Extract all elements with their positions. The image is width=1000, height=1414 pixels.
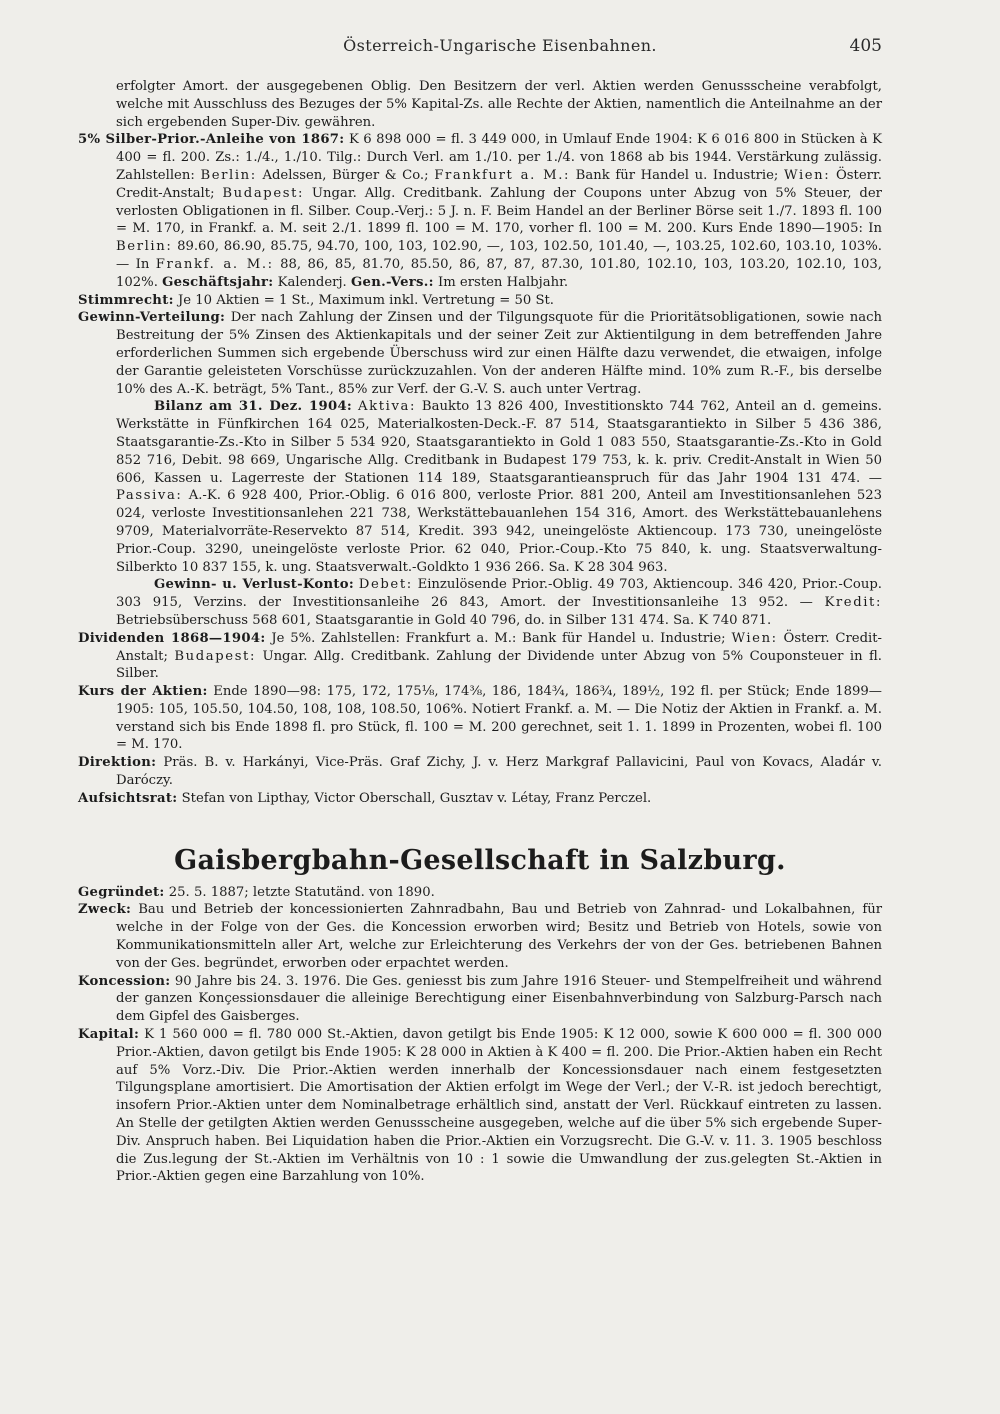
label-gegruendet: Gegründet: (78, 884, 165, 900)
aufsichtsrat-text: Stefan von Lipthay, Victor Oberschall, Gusztav v. Létay, Franz Perczel. (181, 790, 652, 806)
kapital-text: K 1 560 000 = fl. 780 000 St.-Aktien, davon getilgt bis Ende 1905: K 12 000, sowie K 600 000 = fl. 300 000 Prior.-Aktien, davon getilgt bis Ende 1905: K 28 000 in Aktien à K 400 = fl. 200. Die Prior.-Aktien haben ein Recht auf 5% Vorz.-Div. Die Prior.-Aktien werden innerhalb der Koncessionsdauer nach einem festgesetzten Tilgungsplane amortisiert. Die Amortisation der Aktien erfolgt im Wege der Verl.; der V.-R. ist jedoch berechtigt, insofern Prior.-Aktien unter dem Nominalbetrage erhältlich sind, anstatt der Verl. Rückkauf eintreten zu lassen. An Stelle der getilgten Aktien werden Genussscheine ausgegeben, welche auf die über 5% sich ergebende Super-Div. Anspruch haben. Bei Liquidation haben die Prior.-Aktien ein Vorzugsrecht. Die G.-V. v. 11. 3. 1905 beschloss die Zus.legung der St.-Aktien im Verhältnis von 10 : 1 sowie die Umwandlung der zus.gelegten St.-Aktien in Prior.-Aktien gegen eine Barzahlung von 10%. (116, 1027, 882, 1185)
label-kurs-berlin: Berlin: (116, 239, 173, 255)
paragraph-gewinn-verlust-konto (78, 576, 882, 629)
paragraph-aufsichtsrat (78, 790, 882, 808)
label-kredit: Kredit: (824, 595, 882, 611)
label-aktiva: Aktiva: (358, 399, 417, 415)
label-kurs-der-aktien: Kurs der Aktien: (78, 684, 208, 700)
label-koncession: Koncession: (78, 973, 171, 989)
anleihe-text-7: 88, 86, 85, 81.70, 85.50, 86, 87, 87, 87.30, 101.80, 102.10, 103, 103.20, 102.10, 103, 102%. (116, 256, 882, 290)
label-gewinn-verteilung: Gewinn-Verteilung: (78, 310, 226, 326)
paragraph-koncession (78, 973, 882, 1026)
label-budapest: Budapest: (222, 185, 305, 201)
page-number: 405 (849, 36, 882, 56)
label-div-wien: Wien: (731, 630, 778, 646)
label-direktion: Direktion: (78, 755, 157, 771)
label-aufsichtsrat: Aufsichtsrat: (78, 790, 178, 806)
label-wien: Wien: (784, 167, 831, 183)
label-gewinn-verlust-konto: Gewinn- u. Verlust-Konto: (154, 577, 354, 593)
passiva-text: A.-K. 6 928 400, Prior.-Oblig. 6 016 800, verloste Prior. 881 200, Anteil am Investitionsanlehen 523 024, verloste Investitionsanlehen 221 738, Werkstättebauanlehen 154 316, Amort. des Werkstättebauanlehens 9709, Materialvorräte-Reservekto 87 514, Kredit. 393 942, uneingelöste Aktiencoup. 173 730, uneingelöste Prior.-Coup. 3290, uneingelöste verloste Prior. 62 040, Prior.-Coup.-Kto 75 840, k. ung. Staatsverwaltung-Silberkto 10 837 155, k. ung. Staatsverwalt.-Goldkto 1 936 266. Sa. K 28 304 963. (116, 488, 882, 575)
paragraph-direktion (78, 754, 882, 790)
paragraph-gegruendet (78, 884, 882, 902)
kurs-text: Ende 1890—98: 175, 172, 175⅛, 174⅜, 186, 184¾, 186¾, 189½, 192 fl. per Stück; Ende 1899—1905: 105, 105.50, 104.50, 108, 108, 108.50, 106%. Notiert Frankf. a. M. — Die Notiz der Aktien in Frankf. a. M. verstand sich bis Ende 1898 fl. pro Stück, fl. 100 = M. 200 gerechnet, seit 1. 1. 1899 in Prozenten, wobei fl. 100 = M. 170. (116, 684, 882, 753)
label-berlin: Berlin: (200, 167, 257, 183)
paragraph-kapital (78, 1026, 882, 1186)
header-title: Österreich-Ungarische Eisenbahnen. (343, 36, 657, 55)
paragraph-zweck (78, 901, 882, 972)
label-frankfurt: Frankfurt a. M.: (434, 167, 571, 183)
geschaeftsjahr-text: Kalenderj. (277, 274, 347, 290)
dividenden-text-2: Österr. Credit-Anstalt; (116, 630, 883, 664)
label-gen-vers: Gen.-Vers.: (350, 274, 434, 290)
running-header (0, 36, 1000, 60)
anleihe-text-3: Bank für Handel u. Industrie; (575, 167, 779, 183)
label-div-budapest: Budapest: (174, 648, 257, 664)
paragraph-bilanz (78, 398, 882, 576)
label-silber-prior-anleihe: 5% Silber-Prior.-Anleihe von 1867: (78, 132, 345, 148)
anleihe-text-1: K 6 898 000 = fl. 3 449 000, in Umlauf Ende 1904: K 6 016 800 in Stücken à K 400 = fl. 200. Zs.: 1./4., 1./10. Tilg.: Durch Verl. am 1./10. per 1./4. von 1868 ab bis 1944. Verstärkung zulässig. Zahlstellen: (116, 132, 882, 183)
label-kurs-frankfurt: Frankf. a. M.: (155, 256, 274, 272)
anleihe-text-2: Adelssen, Bürger & Co.; (262, 167, 429, 183)
bilanz-text: Baukto 13 826 400, Investitionskto 744 762, Anteil an d. gemeins. Werkstätte in Fünfkirchen 164 025, Materialkosten-Deck.-F. 87 514, Staatsgarantiekto in Silber 5 436 386, Staatsgarantie-Zs.-Kto in Silber 5 534 920, Staatsgarantiekto in Gold 1 083 550, Staatsgarantie-Zs.-Kto in Gold 852 716, Debit. 98 669, Ungarische Allg. Creditbank in Budapest 179 753, k. k. priv. Credit-Anstalt in Wien 50 606, Kassen u. Lagerreste der Stationen 114 189, Staatsgarantieanspruch für das Jahr 1904 131 474. — (116, 399, 882, 486)
anleihe-text-4: Österr. Credit-Anstalt; (116, 167, 882, 201)
dividenden-text-1: Je 5%. Zahlstellen: Frankfurt a. M.: Bank für Handel u. Industrie; (271, 630, 726, 646)
label-debet: Debet: (358, 577, 413, 593)
dividenden-text-3: Ungar. Allg. Creditbank. Zahlung der Dividende unter Abzug von 5% Couponsteuer in fl. Silber. (116, 648, 882, 682)
koncession-text: 90 Jahre bis 24. 3. 1976. Die Ges. geniesst bis zum Jahre 1916 Steuer- und Stempelfreiheit und während der ganzen Konçessionsdauer die alleinige Berechtigung einer Eisenbahnverbindung von Salzburg-Parsch nach dem Gipfel des Gaisberges. (116, 973, 882, 1025)
guv-text: Einzulösende Prior.-Oblig. 49 703, Aktiencoup. 346 420, Prior.-Coup. 303 915, Verzins. der Investitionsanleihe 26 843, Amort. der Investitionsanleihe 13 952. — (116, 577, 882, 611)
zweck-text: Bau und Betrieb der koncessionierten Zahnradbahn, Bau und Betrieb von Zahnrad- und Lokalbahnen, für welche in der Folge von der Ges. die Koncession erworben wird; Besitz und Betrieb von Hotels, sowie von Kommunikationsmitteln aller Art, welche zur Erleichterung des Verkehrs der von der Ges. betriebenen Bahnen von der Ges. begründet, erworben oder erpachtet werden. (116, 902, 882, 971)
label-kapital: Kapital: (78, 1027, 140, 1043)
label-geschaeftsjahr: Geschäftsjahr: (162, 274, 274, 290)
paragraph-silber-prior-anleihe (78, 131, 882, 291)
gewinn-verteilung-text: Der nach Zahlung der Zinsen und der Tilgungsquote für die Prioritätsobligationen, sowie nach Bestreitung der 5% Zinsen des Aktienkapitals und der seiner Zeit zur Aktientilgung in dem betreffenden Jahre erforderlichen Summen sich ergebende Überschuss wird zur einen Hälfte dazu verwendet, die etwaigen, infolge der Garantie geleisteten Vorschüsse zurückzuzahlen. Von der anderen Hälfte mind. 10% zum R.-F., bis derselbe 10% des A.-K. beträgt, 5% Tant., 85% zur Verf. der G.-V. S. auch unter Vertrag. (116, 310, 882, 397)
gegruendet-text: 25. 5. 1887; letzte Statutänd. von 1890. (168, 884, 435, 900)
label-passiva: Passiva: (116, 488, 183, 504)
paragraph-kurs-der-aktien (78, 683, 882, 754)
body-text (78, 78, 882, 1186)
label-zweck: Zweck: (78, 902, 132, 918)
paragraph-dividenden (78, 630, 882, 683)
section-title-gaisbergbahn: Gaisbergbahn-Gesellschaft in Salzburg. (174, 844, 786, 876)
anleihe-text-6: 89.60, 86.90, 85.75, 94.70, 100, 103, 102.90, —, 103, 102.50, 101.40, —, 103.25, 102.60, 103.10, 103%. — In (116, 239, 882, 272)
paragraph-gewinn-verteilung (78, 309, 882, 398)
stimmrecht-text: Je 10 Aktien = 1 St., Maximum inkl. Vertretung = 50 St. (177, 292, 554, 308)
gen-vers-text: Im ersten Halbjahr. (438, 274, 569, 290)
direktion-text: Präs. B. v. Harkányi, Vice-Präs. Graf Zichy, J. v. Herz Markgraf Pallavicini, Paul von Kovacs, Aladár v. Daróczy. (116, 755, 882, 789)
label-bilanz: Bilanz am 31. Dez. 1904: (154, 399, 353, 415)
paragraph-stimmrecht (78, 292, 882, 310)
label-dividenden: Dividenden 1868—1904: (78, 630, 266, 646)
anleihe-text-5: Ungar. Allg. Creditbank. Zahlung der Coupons unter Abzug von 5% Steuer, der verlosten Obligationen in fl. Silber. Coup.-Verj.: 5 J. n. F. Beim Handel an der Berliner Börse seit 1./7. 1893 fl. 100 = M. 170, in Frankf. a. M. seit 2./1. 1899 fl. 100 = M. 170, vorher fl. 100 = M. 200. Kurs Ende 1890—1905: In (116, 185, 882, 237)
label-stimmrecht: Stimmrecht: (78, 292, 174, 308)
kredit-text: Betriebsüberschuss 568 601, Staatsgarantie in Gold 40 796, do. in Silber 131 474. Sa. K 740 871. (116, 612, 772, 628)
paragraph-intro: erfolgter Amort. der ausgegebenen Oblig. Den Besitzern der verl. Aktien werden Genussscheine verabfolgt, welche mit Ausschluss des Bezuges der 5% Kapital-Zs. alle Rechte der Aktien, namentlich die Anteilnahme an der sich ergebenden Super-Div. gewähren. (116, 79, 882, 130)
